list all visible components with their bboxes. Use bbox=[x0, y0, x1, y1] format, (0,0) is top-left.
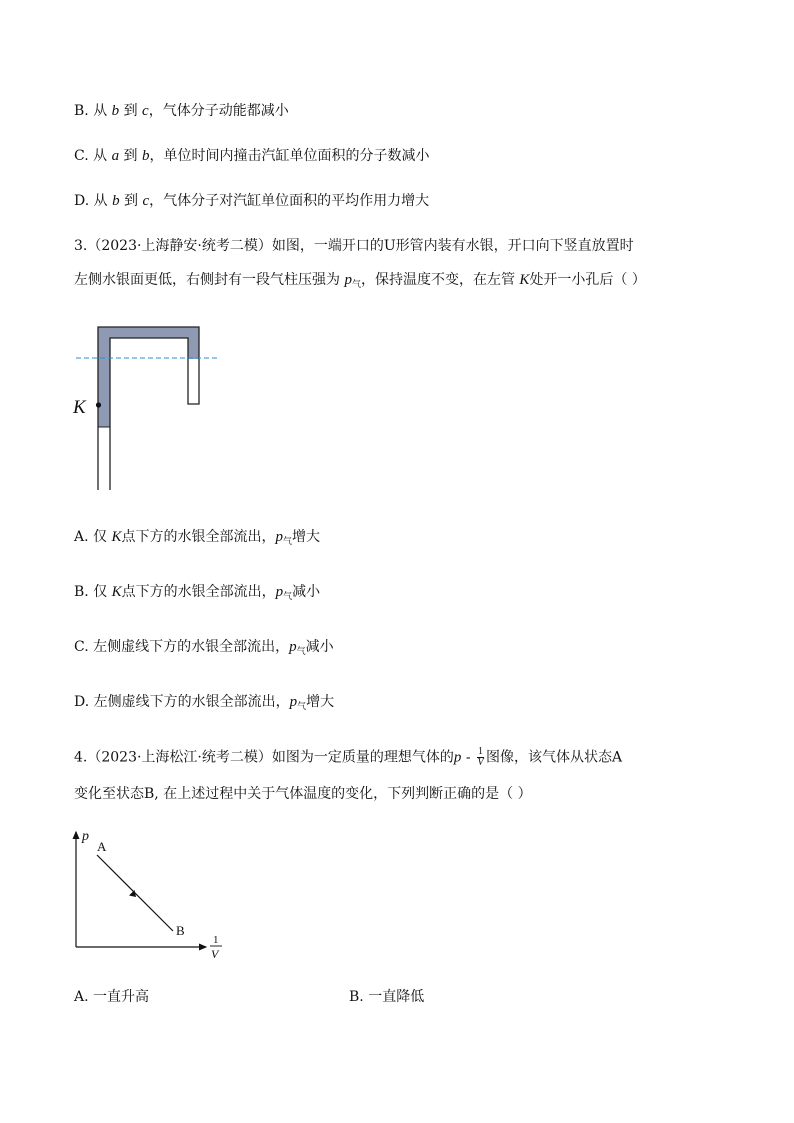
q2-option-d: D. 从 b 到 c，气体分子对汽缸单位面积的平均作用力增大 bbox=[74, 193, 430, 209]
q4-stem-line2: 变化至状态B, 在上述过程中关于气体温度的变化，下列判断正确的是（ ） bbox=[74, 786, 532, 802]
point-a-label: A bbox=[97, 839, 107, 854]
q3-option-b: B. 仅 K点下方的水银全部流出，$p_气$减小 bbox=[74, 584, 321, 602]
q4-option-a: A. 一直升高 bbox=[74, 989, 150, 1005]
q3-option-a: A. 仅 K点下方的水银全部流出，$p_气$增大 bbox=[74, 529, 320, 547]
k-label: K bbox=[73, 397, 86, 418]
q3-stem-line2: 左侧水银面更低，右侧封有一段气柱压强为 $p_气$，保持温度不变，在左管 K处开一小孔后（ ） bbox=[74, 272, 646, 290]
q4-option-b: B. 一直降低 bbox=[349, 989, 425, 1005]
q4-stem-line1: 4.（2023·上海松江·统考二模）如图为一定质量的理想气体的p - $\frac{1}{V}$ 图像，该气体从状态A bbox=[74, 746, 623, 768]
q3-stem-line1: 3.（2023·上海静安·统考二模）如图，一端开口的U形管内装有水银，开口向下竖直放置时 bbox=[74, 238, 634, 254]
q2-option-b: B. 从 b 到 c，气体分子动能都减小 bbox=[74, 103, 289, 119]
q2-option-c: C. 从 a 到 b，单位时间内撞击汽缸单位面积的分子数减小 bbox=[74, 148, 430, 164]
q3-option-d: D. 左侧虚线下方的水银全部流出，$p_气$增大 bbox=[74, 694, 335, 712]
point-b-label: B bbox=[176, 923, 185, 938]
y-axis-label: p bbox=[82, 829, 89, 844]
x-axis-label-den: V bbox=[211, 947, 219, 961]
q3-option-c: C. 左侧虚线下方的水银全部流出，$p_气$减小 bbox=[74, 639, 334, 657]
x-axis-label-num: 1 bbox=[213, 934, 219, 946]
inverse-v-fraction: $\frac{1}{V}$ bbox=[477, 746, 484, 768]
